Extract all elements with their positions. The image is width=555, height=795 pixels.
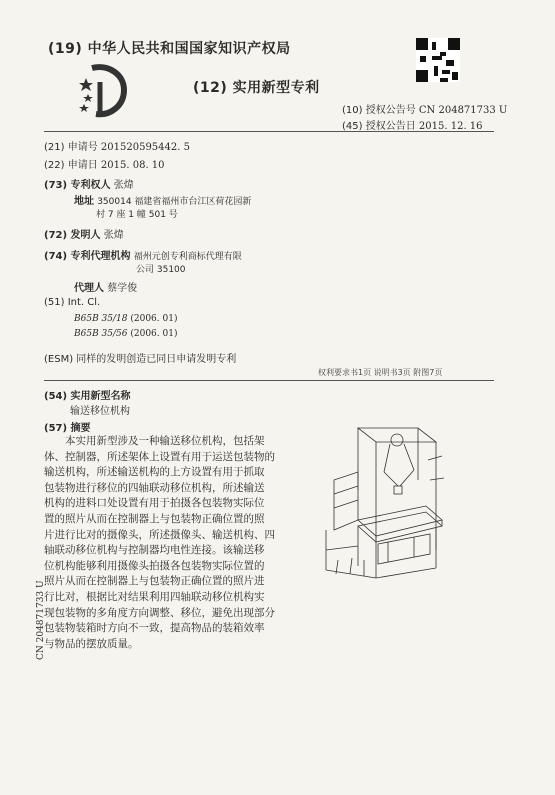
office-name: (19) 中华人民共和国国家知识产权局 xyxy=(48,41,291,57)
abstract-label: (57) 摘要 xyxy=(44,423,91,434)
address-label: 地址 xyxy=(74,196,94,207)
intcl-version: (2006. 01) xyxy=(130,329,178,339)
qr-code-icon xyxy=(416,38,460,82)
agency-line-1: 福州元创专利商标代理有限 xyxy=(133,252,242,262)
utility-model-title: 输送移位机构 xyxy=(70,406,130,417)
abstract-line: 片进行比对的摄像头，所述摄像头、输送机构、四 xyxy=(44,528,275,541)
agent-value: 蔡学俊 xyxy=(107,283,138,294)
abstract-line: 照片从而在控制器上与包装物正确位置的照片进 xyxy=(44,575,265,588)
abstract-drawing xyxy=(318,420,446,582)
intcl-code: B65B 35/18 xyxy=(74,314,128,324)
abstract-line: 包装物进行移位的四轴联动移位机构，所述输送 xyxy=(44,481,265,494)
abstract-line: 行比对，根据比对结果利用四轴联动移位机构实 xyxy=(44,590,265,603)
intcl-label: (51) Int. Cl. xyxy=(44,297,101,308)
intcl-version: (2006. 01) xyxy=(130,314,178,324)
esm-statement: (ESM) 同样的发明创造已同日申请发明专利 xyxy=(44,354,237,365)
pub-date-label: (45) 授权公告日 xyxy=(342,121,416,132)
owner-value: 张煒 xyxy=(113,180,134,191)
address-line-2: 村 7 座 1 幢 501 号 xyxy=(96,210,178,220)
pub-date-value: 2015. 12. 16 xyxy=(418,121,483,132)
abstract-line: 与物品的摆放质量。 xyxy=(44,637,139,650)
agent-label: 代理人 xyxy=(74,283,104,294)
app-no-value: 201520595442. 5 xyxy=(100,142,190,153)
document-type: (12) 实用新型专利 xyxy=(193,80,320,96)
title-label: (54) 实用新型名称 xyxy=(44,391,131,402)
abstract-line: 包装物装箱时方向不一致，提高物品的装箱效率 xyxy=(44,622,265,635)
section-rule xyxy=(44,380,494,381)
app-no-label: (21) 申请号 xyxy=(44,142,98,153)
abstract-text xyxy=(44,434,280,652)
header-rule xyxy=(44,131,494,132)
pub-no-label: (10) 授权公告号 xyxy=(342,105,416,116)
pub-no-value: CN 204871733 U xyxy=(418,105,508,116)
inventor-label: (72) 发明人 xyxy=(44,230,101,241)
side-publication-number: CN 204871733 U xyxy=(36,580,46,660)
agency-line-2: 公司 35100 xyxy=(136,265,186,275)
abstract-line: 位机构能够利用摄像头拍摄各包装物实际位置的 xyxy=(44,559,265,572)
app-date-value: 2015. 08. 10 xyxy=(100,160,165,171)
abstract-line: 置的照片从而在控制器上与包装物正确位置的照 xyxy=(44,512,265,525)
address-line-1: 350014 福建省福州市台江区荷花园新 xyxy=(97,197,252,207)
abstract-line: 现包装物的多角度方向调整、移位，避免出现部分 xyxy=(44,606,275,619)
intcl-code: B65B 35/56 xyxy=(74,329,128,339)
cnipa-logo-icon xyxy=(78,62,130,120)
abstract-line: 体、控制器，所述架体上设置有用于运送包装物的 xyxy=(44,450,275,463)
abstract-line: 本实用新型涉及一种输送移位机构，包括架 xyxy=(65,435,265,447)
agency-label: (74) 专利代理机构 xyxy=(44,251,131,262)
abstract-line: 机构的进料口处设置有用于拍摄各包装物实际位 xyxy=(44,497,265,510)
app-date-label: (22) 申请日 xyxy=(44,160,98,171)
inventor-value: 张煒 xyxy=(103,230,124,241)
abstract-line: 轴联动移位机构与控制器均电性连接。该输送移 xyxy=(44,544,265,557)
owner-label: (73) 专利权人 xyxy=(44,180,111,191)
abstract-line: 输送机构，所述输送机构的上方设置有用于抓取 xyxy=(44,466,265,479)
page-counts: 权利要求书1页 说明书3页 附图7页 xyxy=(318,368,443,377)
